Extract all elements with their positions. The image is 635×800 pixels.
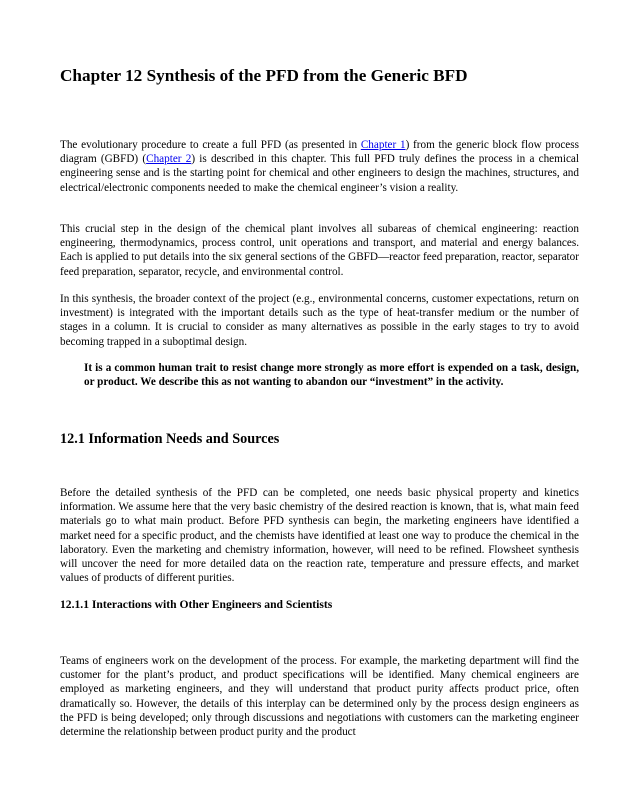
chapter-title: Chapter 12 Synthesis of the PFD from the Generic BFD — [60, 66, 468, 85]
intro-text-2: ) from the generic block flow process diagram (GBFD) ( — [60, 139, 579, 166]
synthesis-paragraph: In this synthesis, the broader context of the project (e.g., environmental concerns, customer expectations, return on investment) is integrated with the important details such as the type of heat-transfer medium or the number of stages in a column. It is crucial to consider as many alternatives as possible in the early stages to try to avoid becoming trapped in a suboptimal design. — [60, 293, 579, 348]
subareas-paragraph: This crucial step in the design of the chemical plant involves all subareas of chemical engineering: reaction engineering, thermodynamics, process control, unit operations and transport, and material and energy balances. Each is applied to put details into the six general sections of the GBFD—reactor feed preparation, reactor, separator feed preparation, separator, recycle, and environmental control. — [60, 223, 579, 278]
section-12-1-1-paragraph: Teams of engineers work on the development of the process. For example, the marketing department will find the customer for the plant’s product, and product specifications will be identified. Many chemical engineers are employed as marketing engineers, and they will understand that product purity affects product price, often dramatically so. However, the details of this interplay can be determined only by the process design engineers as the PFD is being developed; only through discussions and negotiations with customers can the marketing engineer determine the relationship between product purity and the product — [60, 655, 579, 739]
intro-paragraph — [60, 138, 579, 195]
section-12-1-paragraph: Before the detailed synthesis of the PFD can be completed, one needs basic physical property and kinetics information. We assume here that the very basic chemistry of the desired reaction is known, that is, what main feed materials go to what main product. Before PFD synthesis can begin, the marketing engineers have identified a market need for a specific product, and the chemists have identified at least one way to produce the chemical in the laboratory. Even the marketing and chemistry information, however, will need to be refined. Flowsheet synthesis will uncover the need for more detailed data on the reaction rate, temperature and pressure effects, and market values of products of different purities. — [60, 487, 579, 585]
chapter-2-link[interactable]: Chapter 2 — [146, 153, 192, 166]
section-12-1-1-heading: 12.1.1 Interactions with Other Engineers and Scientists — [60, 598, 333, 611]
highlight-quote: It is a common human trait to resist change more strongly as more effort is expended on a task, design, or product. We describe this as not wanting to abandon our “investment” in the activity. — [84, 362, 579, 389]
chapter-1-link[interactable]: Chapter 1 — [360, 139, 406, 151]
intro-text-1: The evolutionary procedure to create a full PFD (as presented in — [60, 139, 361, 151]
section-12-1-heading: 12.1 Information Needs and Sources — [60, 431, 280, 447]
intro-text-3: ) is described in this chapter. This full PFD truly defines the process in a chemical engineering sense and is the starting point for chemical and other engineers to design the machines, structures, and electrical/electronic components needed to make the chemical engineer’s vision a reality. — [60, 153, 579, 194]
